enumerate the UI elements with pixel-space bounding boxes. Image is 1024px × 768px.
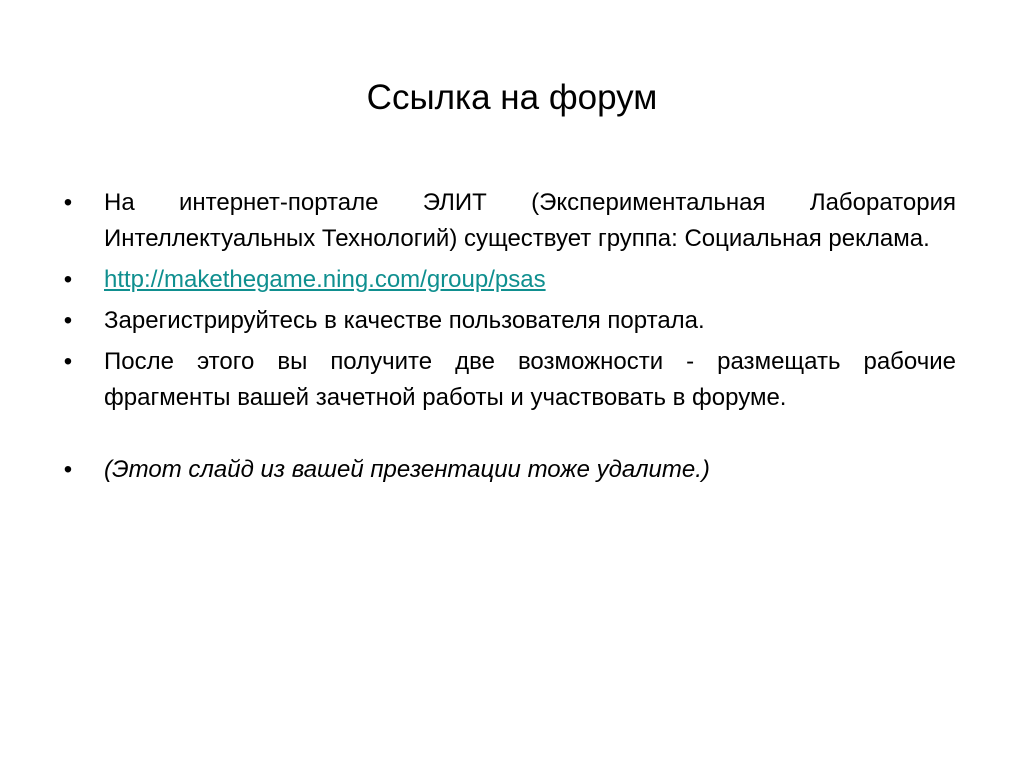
- bullet-list: [56, 185, 956, 493]
- bullet-dot-icon: •: [63, 456, 73, 483]
- bullet-text-note: (Этот слайд из вашей презентации тоже удалите.): [104, 456, 710, 483]
- forum-link[interactable]: http://makethegame.ning.com/group/psas: [104, 266, 546, 293]
- bullet-text: После этого вы получите две возможности - размещать рабочие фрагменты вашей зачетной работы и участвовать в форуме.: [104, 348, 956, 411]
- bullet-item: [56, 303, 956, 339]
- bullet-dot-icon: •: [63, 266, 73, 293]
- bullet-text: Зарегистрируйтесь в качестве пользователя портала.: [104, 307, 705, 334]
- bullet-item: [56, 262, 956, 298]
- bullet-dot-icon: •: [63, 348, 73, 375]
- bullet-dot-icon: •: [63, 189, 73, 216]
- slide-title: Ссылка на форум: [366, 78, 658, 117]
- bullet-dot-icon: •: [63, 307, 73, 334]
- bullet-item: [56, 452, 956, 488]
- bullet-item: [56, 185, 956, 257]
- bullet-text: На интернет-портале ЭЛИТ (Экспериментальная Лаборатория Интеллектуальных Технологий) существует группа: Социальная реклама.: [104, 189, 956, 252]
- bullet-item: [56, 344, 956, 416]
